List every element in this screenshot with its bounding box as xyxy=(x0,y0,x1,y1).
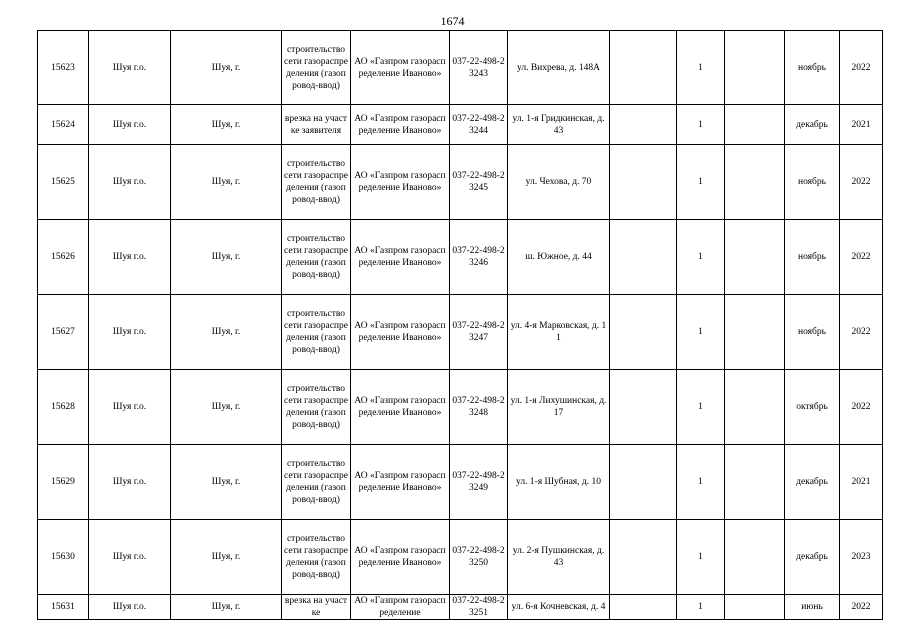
empty-cell xyxy=(725,105,785,145)
table-row xyxy=(38,295,883,370)
address-cell: ул. 4-я Марковская, д. 11 xyxy=(508,295,610,370)
register-table xyxy=(37,30,883,620)
address-cell: ул. 6-я Кочневская, д. 4 xyxy=(508,595,610,620)
code-cell: 037-22-498-23245 xyxy=(450,145,508,220)
address-cell: ул. 2-я Пушкинская, д. 43 xyxy=(508,520,610,595)
table-row xyxy=(38,595,883,620)
empty-cell xyxy=(610,31,677,105)
table-row xyxy=(38,445,883,520)
organization-cell: АО «Газпром газораспределение Иваново» xyxy=(351,31,450,105)
table-row xyxy=(38,370,883,445)
organization-cell: АО «Газпром газораспределение Иваново» xyxy=(351,105,450,145)
year-cell: 2022 xyxy=(840,145,883,220)
empty-cell xyxy=(610,105,677,145)
code-cell: 037-22-498-23246 xyxy=(450,220,508,295)
work-type-cell: врезка на участке заявителя xyxy=(282,105,351,145)
settlement-cell: Шуя, г. xyxy=(171,31,282,105)
code-cell: 037-22-498-23249 xyxy=(450,445,508,520)
organization-cell: АО «Газпром газораспределение xyxy=(351,595,450,620)
month-cell: июнь xyxy=(785,595,840,620)
empty-cell xyxy=(610,145,677,220)
table-body xyxy=(38,31,883,620)
code-cell: 037-22-498-23243 xyxy=(450,31,508,105)
empty-cell xyxy=(725,295,785,370)
empty-cell xyxy=(610,445,677,520)
year-cell: 2022 xyxy=(840,31,883,105)
year-cell: 2022 xyxy=(840,220,883,295)
year-cell: 2022 xyxy=(840,370,883,445)
code-cell: 037-22-498-23250 xyxy=(450,520,508,595)
empty-cell xyxy=(725,520,785,595)
organization-cell: АО «Газпром газораспределение Иваново» xyxy=(351,520,450,595)
table-row xyxy=(38,31,883,105)
district-cell: Шуя г.о. xyxy=(89,31,171,105)
empty-cell xyxy=(725,145,785,220)
address-cell: ул. 1-я Гридкинская, д. 43 xyxy=(508,105,610,145)
organization-cell: АО «Газпром газораспределение Иваново» xyxy=(351,220,450,295)
code-cell: 037-22-498-23248 xyxy=(450,370,508,445)
year-cell: 2023 xyxy=(840,520,883,595)
settlement-cell: Шуя, г. xyxy=(171,520,282,595)
settlement-cell: Шуя, г. xyxy=(171,370,282,445)
settlement-cell: Шуя, г. xyxy=(171,145,282,220)
count-cell: 1 xyxy=(677,220,725,295)
month-cell: ноябрь xyxy=(785,220,840,295)
record-id-cell: 15624 xyxy=(38,105,89,145)
empty-cell xyxy=(725,370,785,445)
settlement-cell: Шуя, г. xyxy=(171,220,282,295)
address-cell: ул. Чехова, д. 70 xyxy=(508,145,610,220)
district-cell: Шуя г.о. xyxy=(89,520,171,595)
empty-cell xyxy=(725,31,785,105)
address-cell: ул. 1-я Лихушинская, д. 17 xyxy=(508,370,610,445)
work-type-cell: строительство сети газораспределения (газопровод-ввод) xyxy=(282,445,351,520)
district-cell: Шуя г.о. xyxy=(89,105,171,145)
record-id-cell: 15628 xyxy=(38,370,89,445)
work-type-cell: строительство сети газораспределения (газопровод-ввод) xyxy=(282,31,351,105)
month-cell: декабрь xyxy=(785,105,840,145)
count-cell: 1 xyxy=(677,370,725,445)
month-cell: ноябрь xyxy=(785,295,840,370)
work-type-cell: строительство сети газораспределения (газопровод-ввод) xyxy=(282,520,351,595)
settlement-cell: Шуя, г. xyxy=(171,295,282,370)
district-cell: Шуя г.о. xyxy=(89,220,171,295)
record-id-cell: 15627 xyxy=(38,295,89,370)
month-cell: октябрь xyxy=(785,370,840,445)
count-cell: 1 xyxy=(677,295,725,370)
settlement-cell: Шуя, г. xyxy=(171,595,282,620)
address-cell: ш. Южное, д. 44 xyxy=(508,220,610,295)
work-type-cell: строительство сети газораспределения (газопровод-ввод) xyxy=(282,220,351,295)
address-cell: ул. Вихрева, д. 148А xyxy=(508,31,610,105)
record-id-cell: 15626 xyxy=(38,220,89,295)
organization-cell: АО «Газпром газораспределение Иваново» xyxy=(351,445,450,520)
count-cell: 1 xyxy=(677,31,725,105)
year-cell: 2022 xyxy=(840,595,883,620)
district-cell: Шуя г.о. xyxy=(89,370,171,445)
code-cell: 037-22-498-23251 xyxy=(450,595,508,620)
work-type-cell: строительство сети газораспределения (газопровод-ввод) xyxy=(282,145,351,220)
table-row xyxy=(38,220,883,295)
work-type-cell: строительство сети газораспределения (газопровод-ввод) xyxy=(282,370,351,445)
table-row xyxy=(38,105,883,145)
count-cell: 1 xyxy=(677,445,725,520)
count-cell: 1 xyxy=(677,520,725,595)
table-row xyxy=(38,145,883,220)
year-cell: 2022 xyxy=(840,295,883,370)
settlement-cell: Шуя, г. xyxy=(171,445,282,520)
work-type-cell: строительство сети газораспределения (газопровод-ввод) xyxy=(282,295,351,370)
organization-cell: АО «Газпром газораспределение Иваново» xyxy=(351,145,450,220)
empty-cell xyxy=(725,445,785,520)
record-id-cell: 15623 xyxy=(38,31,89,105)
month-cell: ноябрь xyxy=(785,145,840,220)
empty-cell xyxy=(610,295,677,370)
district-cell: Шуя г.о. xyxy=(89,295,171,370)
month-cell: декабрь xyxy=(785,445,840,520)
table-row xyxy=(38,520,883,595)
empty-cell xyxy=(610,520,677,595)
year-cell: 2021 xyxy=(840,445,883,520)
organization-cell: АО «Газпром газораспределение Иваново» xyxy=(351,295,450,370)
month-cell: декабрь xyxy=(785,520,840,595)
code-cell: 037-22-498-23247 xyxy=(450,295,508,370)
address-cell: ул. 1-я Шубная, д. 10 xyxy=(508,445,610,520)
code-cell: 037-22-498-23244 xyxy=(450,105,508,145)
record-id-cell: 15629 xyxy=(38,445,89,520)
settlement-cell: Шуя, г. xyxy=(171,105,282,145)
count-cell: 1 xyxy=(677,145,725,220)
work-type-cell: врезка на участке xyxy=(282,595,351,620)
count-cell: 1 xyxy=(677,595,725,620)
district-cell: Шуя г.о. xyxy=(89,595,171,620)
year-cell: 2021 xyxy=(840,105,883,145)
empty-cell xyxy=(725,220,785,295)
page-number: 1674 xyxy=(440,14,465,28)
count-cell: 1 xyxy=(677,105,725,145)
record-id-cell: 15631 xyxy=(38,595,89,620)
empty-cell xyxy=(610,595,677,620)
empty-cell xyxy=(610,220,677,295)
empty-cell xyxy=(725,595,785,620)
record-id-cell: 15630 xyxy=(38,520,89,595)
district-cell: Шуя г.о. xyxy=(89,145,171,220)
district-cell: Шуя г.о. xyxy=(89,445,171,520)
record-id-cell: 15625 xyxy=(38,145,89,220)
month-cell: ноябрь xyxy=(785,31,840,105)
empty-cell xyxy=(610,370,677,445)
organization-cell: АО «Газпром газораспределение Иваново» xyxy=(351,370,450,445)
